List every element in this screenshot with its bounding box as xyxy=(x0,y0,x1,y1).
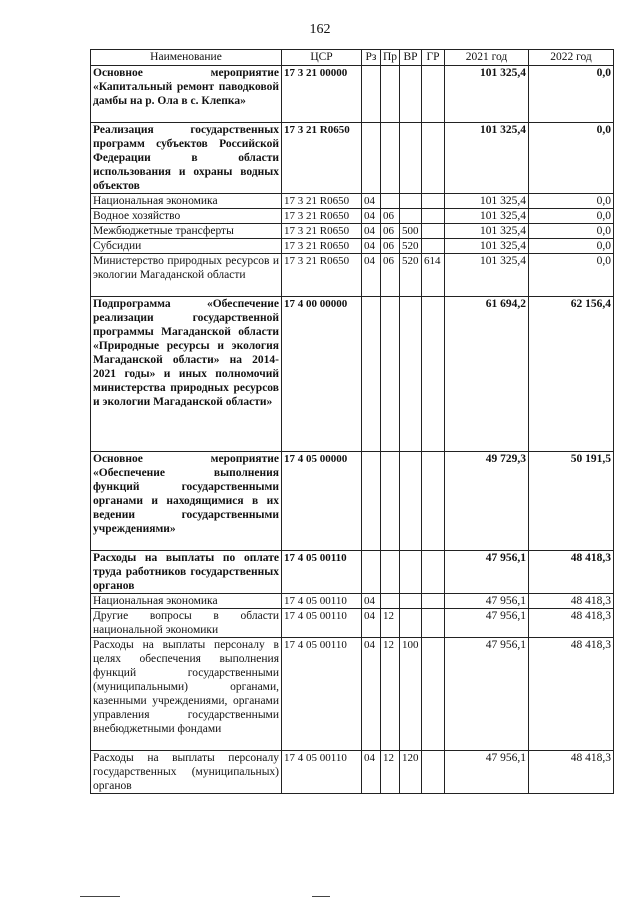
header-vr: ВР xyxy=(400,50,422,66)
header-pr: Пр xyxy=(381,50,400,66)
table-row xyxy=(91,254,614,297)
row-2021: 47 956,1 xyxy=(445,551,529,594)
row-pr xyxy=(381,452,400,551)
row-vr xyxy=(400,594,422,609)
row-vr: 520 xyxy=(400,239,422,254)
row-gr xyxy=(422,297,445,452)
row-rz xyxy=(362,66,381,123)
row-pr: 12 xyxy=(381,751,400,794)
row-gr xyxy=(422,452,445,551)
table-row xyxy=(91,452,614,551)
row-2021: 61 694,2 xyxy=(445,297,529,452)
row-name: Межбюджетные трансферты xyxy=(91,224,282,239)
row-2022: 0,0 xyxy=(529,123,614,194)
table-row xyxy=(91,551,614,594)
row-name: Реализация государственных программ субъектов Российской Федерации в области использования и охраны водных объектов xyxy=(91,123,282,194)
row-csr: 17 4 05 00110 xyxy=(282,751,362,794)
row-csr: 17 3 21 R0650 xyxy=(282,123,362,194)
row-2022: 48 418,3 xyxy=(529,751,614,794)
header-csr: ЦСР xyxy=(282,50,362,66)
row-csr: 17 4 05 00110 xyxy=(282,638,362,751)
row-2022: 0,0 xyxy=(529,66,614,123)
row-vr xyxy=(400,297,422,452)
row-2021: 101 325,4 xyxy=(445,239,529,254)
row-rz xyxy=(362,123,381,194)
table-row xyxy=(91,297,614,452)
budget-table xyxy=(90,49,614,794)
row-pr xyxy=(381,194,400,209)
row-vr xyxy=(400,609,422,638)
row-2021: 101 325,4 xyxy=(445,254,529,297)
table-row xyxy=(91,194,614,209)
header-rz: Рз xyxy=(362,50,381,66)
row-name: Национальная экономика xyxy=(91,594,282,609)
row-2021: 47 956,1 xyxy=(445,638,529,751)
row-csr: 17 3 21 R0650 xyxy=(282,194,362,209)
row-gr xyxy=(422,551,445,594)
row-pr: 06 xyxy=(381,224,400,239)
row-gr xyxy=(422,594,445,609)
bottom-dash-left xyxy=(80,896,120,897)
row-csr: 17 4 05 00110 xyxy=(282,551,362,594)
row-pr: 06 xyxy=(381,254,400,297)
row-2021: 47 956,1 xyxy=(445,751,529,794)
row-gr xyxy=(422,224,445,239)
row-name: Министерство природных ресурсов и экологии Магаданской области xyxy=(91,254,282,297)
table-row xyxy=(91,66,614,123)
row-name: Другие вопросы в области национальной экономики xyxy=(91,609,282,638)
row-gr xyxy=(422,66,445,123)
header-2021: 2021 год xyxy=(445,50,529,66)
row-pr: 12 xyxy=(381,609,400,638)
table-row xyxy=(91,609,614,638)
row-name: Расходы на выплаты по оплате труда работников государственных органов xyxy=(91,551,282,594)
row-csr: 17 3 21 R0650 xyxy=(282,254,362,297)
table-row xyxy=(91,638,614,751)
row-csr: 17 4 05 00110 xyxy=(282,609,362,638)
header-name: Наименование xyxy=(91,50,282,66)
row-csr: 17 3 21 R0650 xyxy=(282,209,362,224)
row-gr xyxy=(422,239,445,254)
table-row xyxy=(91,751,614,794)
row-pr: 06 xyxy=(381,209,400,224)
row-2021: 101 325,4 xyxy=(445,209,529,224)
row-name: Водное хозяйство xyxy=(91,209,282,224)
row-pr: 12 xyxy=(381,638,400,751)
table-row xyxy=(91,239,614,254)
table-row xyxy=(91,224,614,239)
row-rz xyxy=(362,452,381,551)
row-rz: 04 xyxy=(362,224,381,239)
row-name: Субсидии xyxy=(91,239,282,254)
row-gr xyxy=(422,609,445,638)
row-vr xyxy=(400,551,422,594)
header-gr: ГР xyxy=(422,50,445,66)
row-name: Основное мероприятие «Обеспечение выполнения функций государственными органами и находящимися в их ведении государственными учреждениями» xyxy=(91,452,282,551)
row-gr: 614 xyxy=(422,254,445,297)
row-vr xyxy=(400,194,422,209)
row-rz: 04 xyxy=(362,638,381,751)
row-pr xyxy=(381,594,400,609)
row-2021: 101 325,4 xyxy=(445,66,529,123)
row-2022: 50 191,5 xyxy=(529,452,614,551)
header-2022: 2022 год xyxy=(529,50,614,66)
row-2022: 0,0 xyxy=(529,224,614,239)
row-vr: 100 xyxy=(400,638,422,751)
row-name: Расходы на выплаты персоналу государственных (муниципальных) органов xyxy=(91,751,282,794)
row-vr xyxy=(400,66,422,123)
row-pr xyxy=(381,123,400,194)
row-csr: 17 4 05 00000 xyxy=(282,452,362,551)
row-vr: 500 xyxy=(400,224,422,239)
row-rz xyxy=(362,297,381,452)
header-row xyxy=(91,50,614,66)
row-2022: 48 418,3 xyxy=(529,551,614,594)
row-rz: 04 xyxy=(362,209,381,224)
row-2022: 62 156,4 xyxy=(529,297,614,452)
row-name: Подпрограмма «Обеспечение реализации государственной программы Магаданской области «Природные ресурсы и экология Магаданской области» на 2014-2021 годы» и иных полномочий министерства природных ресурсов и экологии Магаданской области» xyxy=(91,297,282,452)
row-2021: 101 325,4 xyxy=(445,224,529,239)
page-number: 162 xyxy=(309,22,331,37)
row-vr xyxy=(400,209,422,224)
row-vr: 520 xyxy=(400,254,422,297)
row-vr xyxy=(400,123,422,194)
row-rz: 04 xyxy=(362,254,381,297)
row-pr: 06 xyxy=(381,239,400,254)
row-rz: 04 xyxy=(362,751,381,794)
row-rz xyxy=(362,551,381,594)
row-2022: 48 418,3 xyxy=(529,609,614,638)
row-vr xyxy=(400,452,422,551)
row-rz: 04 xyxy=(362,239,381,254)
row-gr xyxy=(422,638,445,751)
row-pr xyxy=(381,66,400,123)
row-gr xyxy=(422,209,445,224)
row-2021: 47 956,1 xyxy=(445,594,529,609)
row-rz: 04 xyxy=(362,194,381,209)
row-2021: 49 729,3 xyxy=(445,452,529,551)
row-2022: 48 418,3 xyxy=(529,594,614,609)
row-csr: 17 4 05 00110 xyxy=(282,594,362,609)
table-row xyxy=(91,123,614,194)
row-name: Основное мероприятие «Капитальный ремонт паводковой дамбы на р. Ола в с. Клепка» xyxy=(91,66,282,123)
bottom-dash-center xyxy=(312,896,330,897)
row-gr xyxy=(422,123,445,194)
row-2022: 0,0 xyxy=(529,209,614,224)
row-2022: 0,0 xyxy=(529,194,614,209)
row-csr: 17 3 21 R0650 xyxy=(282,224,362,239)
row-pr xyxy=(381,551,400,594)
row-gr xyxy=(422,751,445,794)
row-csr: 17 3 21 R0650 xyxy=(282,239,362,254)
row-2021: 101 325,4 xyxy=(445,194,529,209)
row-csr: 17 4 00 00000 xyxy=(282,297,362,452)
row-name: Расходы на выплаты персоналу в целях обеспечения выполнения функций государственными (муниципальными) органами, казенными учреждениями, органами управления государственными внебюджетными фондами xyxy=(91,638,282,751)
row-csr: 17 3 21 00000 xyxy=(282,66,362,123)
row-pr xyxy=(381,297,400,452)
table-row xyxy=(91,209,614,224)
row-2022: 0,0 xyxy=(529,254,614,297)
row-2022: 48 418,3 xyxy=(529,638,614,751)
table-row xyxy=(91,594,614,609)
row-2021: 47 956,1 xyxy=(445,609,529,638)
row-2022: 0,0 xyxy=(529,239,614,254)
row-rz: 04 xyxy=(362,609,381,638)
row-2021: 101 325,4 xyxy=(445,123,529,194)
row-vr: 120 xyxy=(400,751,422,794)
row-rz: 04 xyxy=(362,594,381,609)
row-name: Национальная экономика xyxy=(91,194,282,209)
row-gr xyxy=(422,194,445,209)
